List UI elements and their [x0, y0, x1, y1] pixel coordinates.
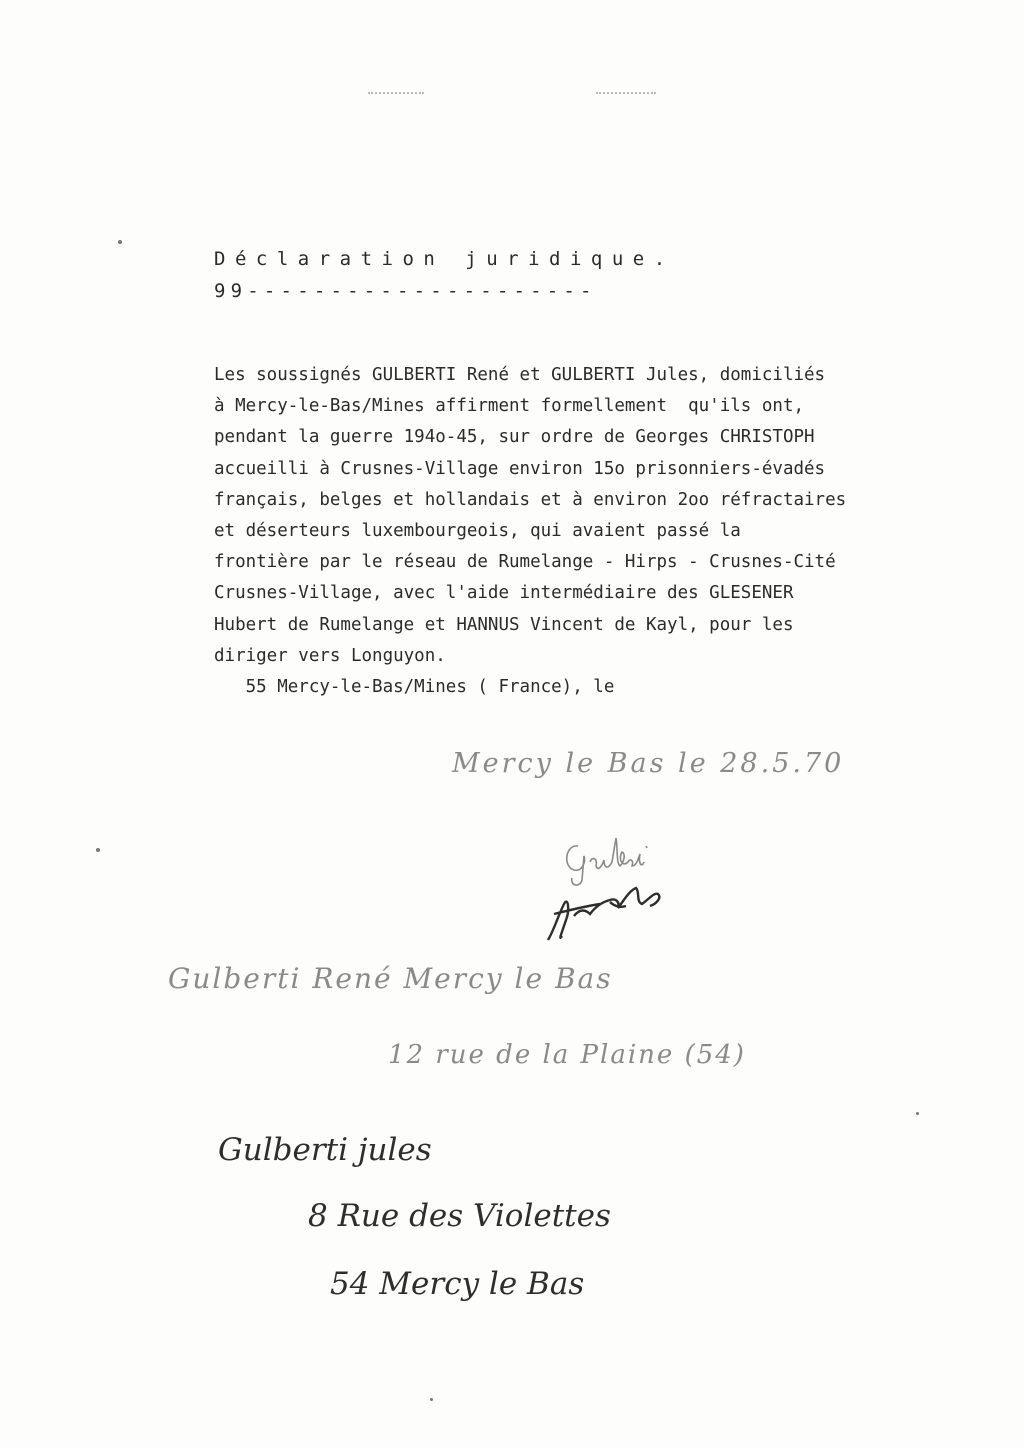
handwritten-name-jules: Gulberti jules: [218, 1132, 432, 1168]
handwritten-street-rene: 12 rue de la Plaine (54): [388, 1040, 746, 1070]
header-marks: [340, 88, 680, 102]
paper-speck: [916, 1112, 919, 1115]
body-line: accueilli à Crusnes-Village environ 15o prisonniers-évadés: [214, 458, 826, 479]
signature-jules: [540, 880, 670, 950]
body-line: frontière par le réseau de Rumelange - Hirps - Crusnes-Cité: [214, 552, 836, 573]
title-underline: 99---------------------: [214, 280, 597, 302]
body-line: diriger vers Longuyon.: [214, 645, 446, 666]
paper-speck: [430, 1398, 433, 1401]
handwritten-street-jules: 8 Rue des Violettes: [308, 1198, 611, 1234]
body-line: à Mercy-le-Bas/Mines affirment formellement qu'ils ont,: [214, 396, 805, 417]
header-mark: [368, 92, 424, 98]
handwritten-address-rene: Gulberti René Mercy le Bas: [168, 962, 613, 995]
body-line: Les soussignés GULBERTI René et GULBERTI Jules, domiciliés: [214, 365, 826, 385]
body-line: 55 Mercy-le-Bas/Mines ( France), le: [214, 677, 615, 698]
paper-speck: [118, 240, 122, 244]
declaration-body: [214, 360, 914, 703]
paper-speck: [96, 848, 100, 852]
body-line: et déserteurs luxembourgeois, qui avaient passé la: [214, 521, 741, 542]
handwritten-date: Mercy le Bas le 28.5.70: [452, 748, 845, 779]
body-line: pendant la guerre 194o-45, sur ordre de Georges CHRISTOPH: [214, 427, 815, 448]
handwritten-town-jules: 54 Mercy le Bas: [330, 1266, 585, 1302]
document-title: Déclaration juridique.: [214, 248, 675, 270]
body-line: Crusnes-Village, avec l'aide intermédiaire des GLESENER: [214, 583, 794, 604]
body-line: Hubert de Rumelange et HANNUS Vincent de Kayl, pour les: [214, 614, 794, 635]
header-mark: [596, 92, 656, 98]
body-line: français, belges et hollandais et à environ 2oo réfractaires: [214, 489, 847, 510]
